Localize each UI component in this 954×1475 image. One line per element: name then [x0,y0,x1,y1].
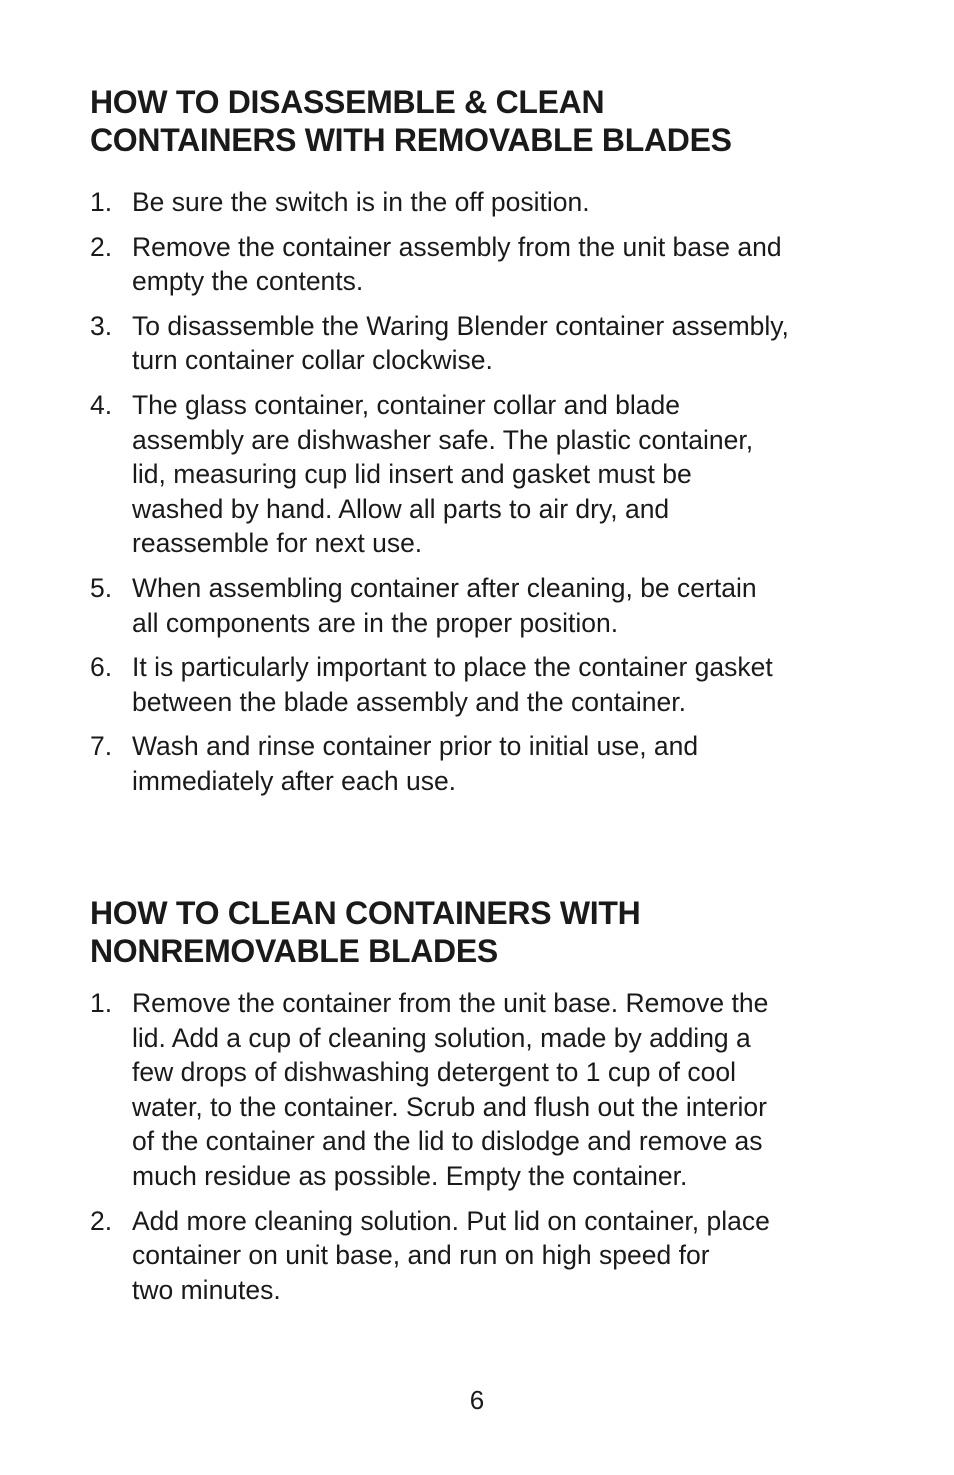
step-text-line: turn container collar clockwise. [132,345,493,376]
step-item [90,230,880,299]
step-item [90,729,880,798]
step-text-line: It is particularly important to place the container gasket [132,652,773,683]
step-number: 1. [90,187,113,217]
step-text-line: all components are in the proper position. [132,607,619,638]
step-text-line: reassemble for next use. [132,528,423,559]
step-text-line: of the container and the lid to dislodge and remove as [132,1126,763,1157]
page-number: 6 [469,1385,485,1415]
step-text-line: Wash and rinse container prior to initial use, and [132,731,699,762]
section-title-line: HOW TO DISASSEMBLE & CLEAN [90,84,605,120]
step-text-line: much residue as possible. Empty the container. [132,1160,688,1191]
step-item [90,986,880,1194]
step-text-line: container on unit base, and run on high speed for [132,1240,710,1271]
step-item [90,650,880,719]
step-text-line: empty the contents. [132,266,364,297]
step-number: 4. [90,389,113,420]
step-text-line: To disassemble the Waring Blender container assembly, [132,310,789,341]
step-item [90,571,880,640]
step-text-line: water, to the container. Scrub and flush out the interior [132,1091,767,1122]
step-text-line: lid. Add a cup of cleaning solution, made by adding a [132,1022,751,1053]
step-text-line: Remove the container assembly from the unit base and [132,231,782,262]
step-text-line: immediately after each use. [132,765,457,796]
step-text-line: Add more cleaning solution. Put lid on container, place [132,1205,770,1236]
step-text-line: assembly are dishwasher safe. The plastic container, [132,424,754,455]
section-title-line: NONREMOVABLE BLADES [90,933,498,969]
section-title-nonremovable-blades [90,894,870,970]
step-text-line: lid, measuring cup lid insert and gasket must be [132,459,692,490]
step-text-line: Be sure the switch is in the off position. [132,187,590,217]
step-item [90,309,880,378]
step-number: 5. [90,572,113,603]
step-number: 6. [90,652,113,683]
step-text-line: When assembling container after cleaning, be certain [132,572,757,603]
section-title-removable-blades [90,83,870,159]
step-number: 7. [90,731,113,762]
step-text-line: washed by hand. Allow all parts to air dry, and [132,493,670,524]
step-number: 1. [90,988,113,1018]
step-item [90,388,880,561]
step-text-line: two minutes. [132,1274,281,1305]
step-text-line: The glass container, container collar and blade [132,389,681,420]
removable-blades-steps [90,185,880,809]
step-number: 3. [90,310,113,341]
step-item [90,185,880,220]
step-item [90,1204,880,1308]
nonremovable-blades-steps [90,986,880,1317]
step-number: 2. [90,1205,113,1236]
step-number: 2. [90,231,113,262]
section-title-line: HOW TO CLEAN CONTAINERS WITH [90,895,641,931]
step-text-line: between the blade assembly and the container. [132,686,686,717]
step-text-line: Remove the container from the unit base. Remove the [132,988,769,1018]
section-title-line: CONTAINERS WITH REMOVABLE BLADES [90,122,732,158]
step-text-line: few drops of dishwashing detergent to 1 cup of cool [132,1057,736,1088]
